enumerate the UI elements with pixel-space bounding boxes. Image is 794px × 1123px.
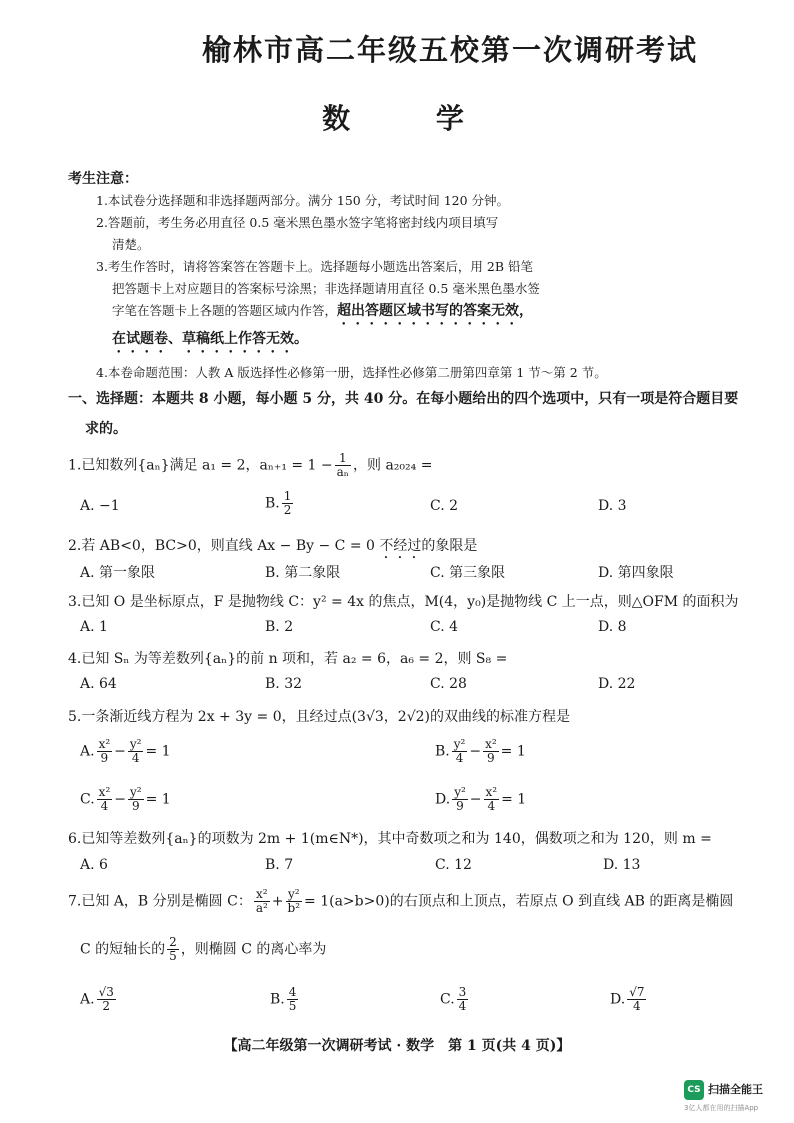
denominator: 4 <box>100 799 109 813</box>
notice-item: 3.考生作答时，请将答案答在答题卡上。选择题每小题选出答案后，用 2B 铅笔 <box>96 259 534 274</box>
denominator: 5 <box>288 999 297 1013</box>
numerator: x² <box>98 785 111 799</box>
numerator: x² <box>485 737 497 751</box>
section-line: 一、选择题：本题共 8 小题，每小题 5 分，共 40 分。在每小题给出的四个选项中，只有一项是符合题目要 <box>68 391 739 407</box>
exam-title: 榆林市高二年级五校第一次调研考试 <box>201 33 698 67</box>
option-letter: A. <box>80 743 95 760</box>
numerator: 1 <box>283 489 292 503</box>
option-letter: A. <box>80 991 95 1008</box>
option-c: C. 2 <box>430 498 459 514</box>
scanner-watermark <box>684 1078 794 1118</box>
numerator: y² <box>286 888 303 902</box>
notice-emphasis: 在试题卷、草稿纸上作答无效。 <box>112 331 308 347</box>
notice-item <box>96 300 656 328</box>
notice-item: 2.答题前，考生务必用直径 0.5 毫米黑色墨水签字笔将密封线内项目填写 <box>96 215 499 230</box>
question-4: 4.已知 Sₙ 为等差数列{aₙ}的前 n 项和，若 a₂ = 6，a₆ = 2，则 S₈ = <box>68 651 508 667</box>
fraction <box>97 738 113 765</box>
fraction <box>627 986 646 1013</box>
numerator: y² <box>453 737 466 751</box>
question-6: 6.已知等差数列{aₙ}的项数为 2m + 1(m∈N*)，其中奇数项之和为 140，偶数项之和为 120，则 m = <box>68 831 712 847</box>
option-d: D. $\frac{\text{y²}}{9}$ − $\frac{\text{x²}}{4}$ = 1 <box>435 785 527 813</box>
equation-suffix: = 1 <box>145 743 171 760</box>
option-d: D. 8 <box>598 619 627 635</box>
question-stem: 7.已知 A，B 分别是椭圆 C： <box>68 893 252 910</box>
denominator: 5 <box>169 949 177 963</box>
option-b: B. 7 <box>265 857 294 873</box>
fraction <box>457 986 469 1013</box>
option-d: D. 3 <box>598 498 627 514</box>
option-letter: D. <box>610 991 626 1008</box>
numerator: 3 <box>458 985 467 999</box>
option-a: A. $\frac{\text{x²}}{9}$ − $\frac{\text{y²}}{4}$ = 1 <box>80 737 171 765</box>
equation-suffix: = 1 <box>501 791 527 808</box>
denominator: 9 <box>131 799 140 813</box>
question-stem: 的象限是 <box>421 538 478 554</box>
numerator: x² <box>98 737 111 751</box>
question-7: 7.已知 A，B 分别是椭圆 C： $\frac{\text{x²}}{\text{a²}}$ + $\frac{\text{y²}}{\text{b²}}$ = 1(a>b>0)的右顶点和上顶点，若原点 O 到直线 AB 的距离是椭圆 <box>68 887 734 915</box>
numerator: 1 <box>335 452 351 466</box>
cs-logo-icon: CS <box>684 1080 704 1100</box>
denominator: 9 <box>456 799 464 813</box>
question-stem: 2.若 AB<0，BC>0，则直线 Ax − By − C = 0 <box>68 538 380 554</box>
numerator: x² <box>254 888 270 902</box>
option-letter: D. <box>435 791 451 808</box>
denominator: a² <box>255 901 268 915</box>
option-d <box>610 986 648 1013</box>
question-7-cont <box>68 936 780 963</box>
option-b: B. 32 <box>265 676 303 692</box>
fraction <box>128 786 144 813</box>
denominator: aₙ <box>336 465 350 479</box>
notice-item: 清楚。 <box>112 237 150 252</box>
numerator: y² <box>454 785 466 799</box>
option-c: C. 28 <box>430 676 467 692</box>
denominator: 2 <box>102 999 111 1013</box>
fraction <box>97 786 113 813</box>
numerator: 4 <box>288 985 297 999</box>
denominator: 4 <box>131 751 140 765</box>
option-b: B. $\frac{\text{y²}}{4}$ − $\frac{\text{x²}}{9}$ = 1 <box>435 737 526 765</box>
option-letter: C. <box>80 791 95 808</box>
section-heading <box>68 384 768 444</box>
option-a: A. 1 <box>80 619 108 635</box>
fraction <box>335 452 351 479</box>
watermark-slogan: 3亿人都在用的扫描App <box>684 1104 759 1112</box>
fraction <box>287 986 299 1013</box>
question-3: 3.已知 O 是坐标原点，F 是抛物线 C：y² = 4x 的焦点，M(4，y₀)是抛物线 C 上一点，则△OFM 的面积为 <box>68 594 739 610</box>
notice-heading: 考生注意： <box>68 171 138 187</box>
denominator: 9 <box>487 751 495 765</box>
equation-suffix: = 1 <box>145 791 171 808</box>
option-c: C. 第三象限 <box>430 565 506 581</box>
option-a: A. 64 <box>80 676 117 692</box>
question-stem: = 1(a>b>0)的右顶点和上顶点，若原点 O 到直线 AB 的距离是椭圆 <box>304 893 734 910</box>
numerator: √3 <box>98 985 114 999</box>
denominator: 4 <box>487 799 496 813</box>
option-b: B. 2 <box>265 619 294 635</box>
subject-title: 数 学 <box>322 102 502 135</box>
numerator: y² <box>129 737 142 751</box>
fraction <box>483 738 499 765</box>
numerator: y² <box>129 785 142 799</box>
fraction <box>452 786 468 813</box>
question-stem: 1.已知数列{aₙ}满足 a₁ = 2，aₙ₊₁ = 1 − <box>68 457 333 474</box>
denominator: b² <box>287 901 301 915</box>
option-c: C. 4 <box>430 619 459 635</box>
fraction <box>286 888 303 915</box>
question-stem: ，则椭圆 C 的离心率为 <box>180 941 327 958</box>
fraction <box>452 738 468 765</box>
notice-item: 把答题卡上对应题目的答案标号涂黑；非选择题请用直径 0.5 毫米黑色墨水签 <box>112 281 540 296</box>
notice-item <box>96 328 656 356</box>
notice-text: 字笔在答题卡上各题的答题区域内作答， <box>112 303 338 318</box>
option-b: B. 第二象限 <box>265 565 341 581</box>
option-a <box>80 986 118 1013</box>
denominator: 2 <box>283 503 292 517</box>
option-b <box>270 986 300 1013</box>
fraction <box>484 786 500 813</box>
option-b <box>265 490 295 517</box>
page-footer: 【高二年级第一次调研考试 · 数学 第 1 页(共 4 页)】 <box>223 1038 571 1054</box>
option-a: A. 6 <box>80 857 108 873</box>
notice-item: 1.本试卷分选择题和非选择题两部分。满分 150 分，考试时间 120 分钟。 <box>96 193 510 208</box>
option-c <box>440 986 470 1013</box>
option-a: A. −1 <box>80 498 120 514</box>
fraction <box>97 986 116 1013</box>
denominator: 4 <box>633 999 641 1013</box>
notice-item: 4.本卷命题范围：人教 A 版选择性必修第一册，选择性必修第二册第四章第 1 节～第 2 节。 <box>96 365 607 380</box>
question-2 <box>68 535 768 562</box>
option-d: D. 13 <box>603 857 641 873</box>
notice-emphasis: 超出答题区域书写的答案无效， <box>337 303 534 319</box>
question-1 <box>68 452 768 479</box>
section-line: 求的。 <box>85 421 127 437</box>
question-stem: ，则 a₂₀₂₄ = <box>353 457 433 474</box>
option-c: C. 12 <box>435 857 472 873</box>
denominator: 4 <box>455 751 464 765</box>
option-a: A. 第一象限 <box>80 565 156 581</box>
option-letter: B. <box>435 743 450 760</box>
option-c: C. $\frac{\text{x²}}{4}$ − $\frac{\text{y²}}{9}$ = 1 <box>80 785 171 813</box>
option-d: D. 第四象限 <box>598 565 674 581</box>
option-letter: B. <box>270 991 285 1008</box>
question-5: 5.一条渐近线方程为 2x + 3y = 0，且经过点(3√3，2√2)的双曲线的标准方程是 <box>68 709 570 725</box>
option-d: D. 22 <box>598 676 636 692</box>
fraction <box>167 936 179 963</box>
denominator: 4 <box>458 999 467 1013</box>
watermark-name: 扫描全能王 <box>708 1083 763 1096</box>
denominator: 9 <box>100 751 109 765</box>
emphasis-mark: 不经过 <box>379 538 422 554</box>
equation-suffix: = 1 <box>500 743 526 760</box>
fraction <box>282 490 294 517</box>
fraction <box>128 738 144 765</box>
numerator: 2 <box>169 935 177 949</box>
numerator: x² <box>485 785 498 799</box>
question-stem: C 的短轴长的 <box>80 941 166 958</box>
notice-list <box>96 190 656 384</box>
numerator: √7 <box>629 985 645 999</box>
option-letter: C. <box>440 991 455 1008</box>
fraction <box>254 888 270 915</box>
option-letter: B. <box>265 495 280 512</box>
